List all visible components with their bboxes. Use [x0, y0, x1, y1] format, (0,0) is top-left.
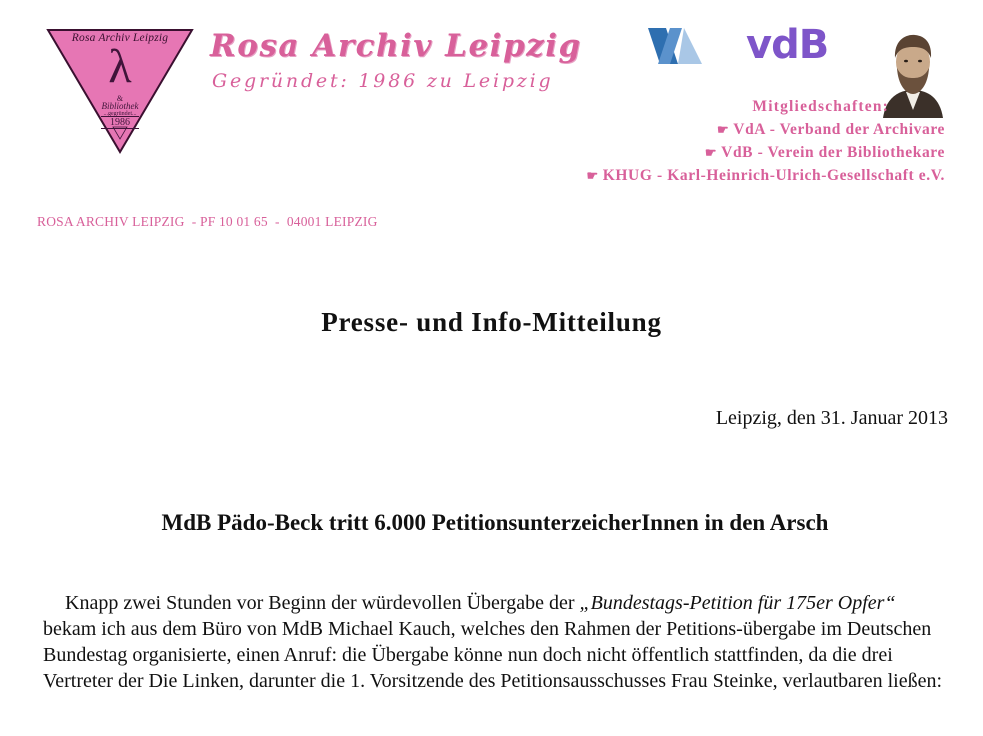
organization-subtitle: Gegründet: 1986 zu Leipzig	[212, 70, 554, 92]
postal-address: ROSA ARCHIV LEIPZIG - PF 10 01 65 - 04001 LEIPZIG	[37, 214, 378, 229]
pointing-hand-icon: ☛	[717, 122, 730, 137]
document-heading: Presse- und Info-Mitteilung	[321, 307, 662, 337]
membership-item	[586, 141, 945, 164]
membership-item-label: VdB - Verein der Bibliothekare	[721, 144, 945, 161]
pointing-hand-icon: ☛	[586, 168, 599, 183]
membership-item-label: KHUG - Karl-Heinrich-Ulrich-Gesellschaft e.V.	[602, 167, 945, 184]
article-title: MdB Pädo-Beck tritt 6.000 PetitionsunterzeicherInnen in den Arsch	[161, 510, 829, 535]
logo-top-text: Rosa Archiv Leipzig	[71, 32, 169, 44]
vda-logo-icon	[648, 26, 704, 66]
organization-title: Rosa Archiv Leipzig	[210, 28, 582, 64]
paragraph-start: Knapp zwei Stunden vor Beginn der würdevollen Übergabe der	[65, 592, 580, 614]
pointing-hand-icon: ☛	[704, 145, 718, 160]
membership-item	[586, 164, 945, 187]
membership-item-label: VdA - Verband der Archivare	[733, 121, 945, 138]
logo-amp: &	[116, 94, 124, 103]
lambda-icon: λ	[108, 40, 132, 93]
petition-name: „Bundestags-Petition für 175er Opfer“	[579, 592, 896, 614]
logo-library-text: Bibliothek	[101, 101, 139, 111]
logo-year: 1986	[101, 116, 139, 129]
memberships-list	[586, 95, 945, 187]
memberships-heading: Mitgliedschaften:	[752, 98, 890, 115]
body-paragraph	[43, 590, 953, 694]
document-date: Leipzig, den 31. Januar 2013	[715, 407, 948, 429]
vdb-logo: vdB	[746, 22, 829, 68]
membership-item	[586, 118, 945, 141]
logo-founded-text: ...gegründet...	[103, 111, 137, 117]
paragraph-rest: bekam ich aus dem Büro von MdB Michael Kauch, welches den Rahmen der Petitions-übergabe im Deutschen Bundestag organisierte, einen Anruf: die Übergabe könne nun doch nicht öffentlich stattfinden, da die drei Vertreter der Die Linken, darunter die 1. Vorsitzende des Petitionsausschusses Frau Steinke, verlautbaren ließen:	[43, 618, 943, 692]
archive-logo	[45, 27, 195, 155]
